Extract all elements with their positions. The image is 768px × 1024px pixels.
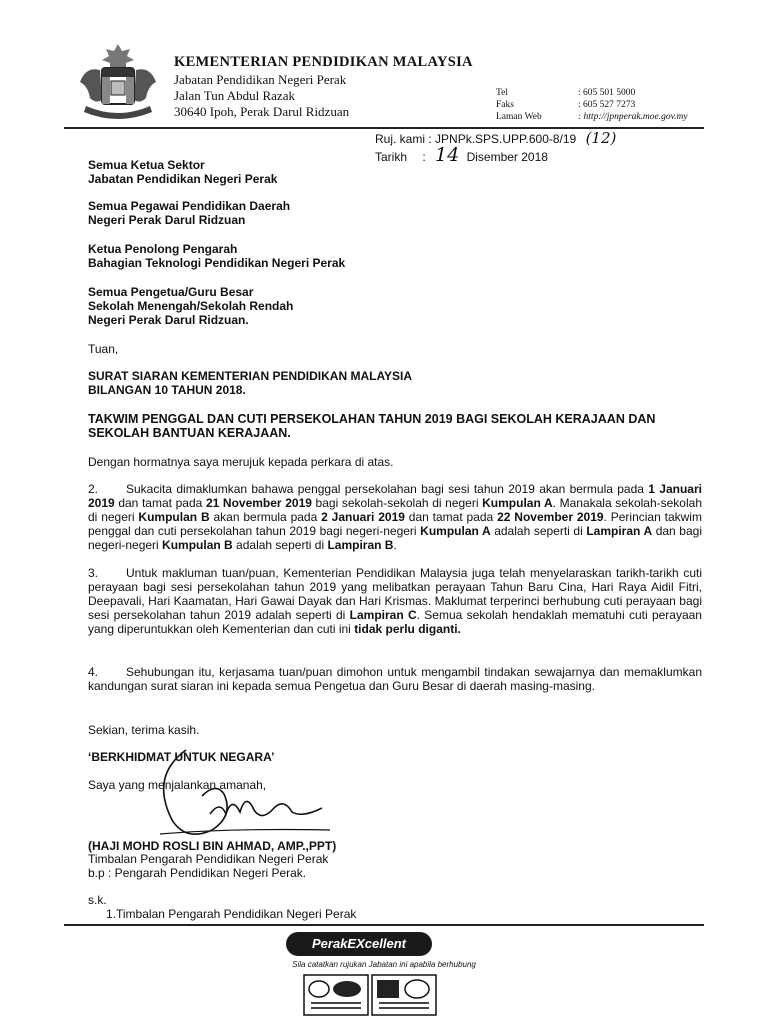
emphasis-text: Lampiran C (349, 608, 417, 622)
paragraph-number: 3. (88, 566, 99, 580)
body-text: . Perincian takwim penggal dan cuti persekolahan tahun 2019 bagi negeri-negeri (88, 510, 702, 538)
body-text: Sehubungan itu, kerjasama tuan/puan dimohon untuk mengambil tindakan sewajarnya dan memaklumkan kandungan surat siaran ini kepada semua Pengetua dan Guru Besar di daerah masing-masing. (88, 665, 702, 693)
emphasis-text: Kumpulan B (138, 510, 210, 524)
certification-logo-icon (303, 974, 369, 1016)
recipient-line: Semua Ketua Sektor (88, 158, 205, 172)
paragraph-1: Dengan hormatnya saya merujuk kepada perkara di atas. (88, 455, 394, 469)
paragraph-3 (88, 566, 702, 636)
footer-note: Sila catatkan rujukan Jabatan ini apabila berhubung (292, 960, 476, 969)
emphasis-text: 1 Januari 2019 (88, 482, 702, 510)
signer-on-behalf: b.p : Pengarah Pendidikan Negeri Perak. (88, 866, 307, 880)
paragraph-number: 2. (88, 482, 99, 496)
trust-line: Saya yang menjalankan amanah, (88, 778, 267, 792)
fax-label: Faks (496, 100, 514, 110)
logo-text: PerakEXcellent (312, 936, 406, 951)
body-text: Untuk makluman tuan/puan, Kementerian Pendidikan Malaysia juga telah menyelaraskan tarikh-tarikh cuti perayaan bagi sesi persekolahan tahun 2019 yang melibatkan perayaan Tahun Baru Cina, Hari Raya Aidil Fitri, Deepavali, Hari Kaamatan, Hari Gawai Dayak dan Hari Krismas. Maklumat terperinci berhubung cuti perayaan bagi sesi persekolahan tahun 2019 adalah seperti di (88, 566, 702, 622)
address-line-2: 30640 Ipoh, Perak Darul Ridzuan (174, 104, 350, 119)
address-line-1: Jalan Tun Abdul Razak (174, 88, 295, 103)
closing-text: Sekian, terima kasih. (88, 723, 200, 737)
recipient-line: Sekolah Menengah/Sekolah Rendah (88, 299, 294, 313)
reference-label: Ruj. kami (375, 132, 426, 146)
emphasis-text: tidak perlu diganti. (354, 622, 461, 636)
footer-divider (64, 924, 704, 926)
tel-value: : 605 501 5000 (578, 88, 636, 98)
subject-calendar (88, 412, 655, 440)
emphasis-text: Lampiran B (327, 538, 394, 552)
recipient-block-2 (88, 199, 290, 227)
reference-handwritten-number: (12) (585, 129, 617, 147)
paragraph-3-body (88, 566, 702, 636)
subject-line: SURAT SIARAN KEMENTERIAN PENDIDIKAN MALAYSIA (88, 369, 413, 383)
recipient-line: Jabatan Pendidikan Negeri Perak (88, 172, 278, 186)
date-month-year: Disember 2018 (466, 150, 548, 164)
emphasis-text: 21 November 2019 (205, 496, 312, 510)
emphasis-text: Kumpulan A (482, 496, 553, 510)
paragraph-number: 4. (88, 665, 99, 679)
body-text: adalah seperti di (232, 538, 328, 552)
signer-name: (HAJI MOHD ROSLI BIN AHMAD, AMP.,PPT) (88, 839, 337, 853)
recipient-line: Bahagian Teknologi Pendidikan Negeri Perak (88, 256, 346, 270)
emphasis-text: Lampiran A (586, 524, 653, 538)
subject-line: SEKOLAH BANTUAN KERAJAAN. (88, 426, 291, 440)
emphasis-text: 22 November 2019 (497, 510, 604, 524)
body-text: . Semua sekolah hendaklah mematuhi cuti perayaan yang diperuntukkan oleh Kementerian dan cuti ini (88, 608, 702, 636)
emphasis-text: Kumpulan B (162, 538, 233, 552)
paragraph-4 (88, 665, 702, 693)
signer-title: Timbalan Pengarah Pendidikan Negeri Perak (88, 852, 329, 866)
signature-icon (150, 742, 340, 852)
recipient-block-4 (88, 285, 293, 327)
emphasis-text: 2 Januari 2019 (321, 510, 405, 524)
recipient-block-1 (88, 158, 277, 186)
body-text: Sukacita dimaklumkan bahawa penggal persekolahan bagi sesi tahun 2019 akan bermula pada (126, 482, 649, 496)
cc-item: 1.Timbalan Pengarah Pendidikan Negeri Perak (106, 907, 357, 921)
fax-value: : 605 527 7273 (578, 100, 636, 110)
motto: ‘BERKHIDMAT UNTUK NEGARA’ (88, 750, 275, 764)
subject-circular (88, 369, 412, 397)
ministry-name: KEMENTERIAN PENDIDIKAN MALAYSIA (174, 54, 473, 70)
subject-line: TAKWIM PENGGAL DAN CUTI PERSEKOLAHAN TAHUN 2019 BAGI SEKOLAH KERAJAAN DAN (88, 412, 656, 426)
body-text: dan bagi negeri-negeri (88, 524, 702, 552)
paragraph-4-body (88, 665, 702, 693)
body-text: adalah seperti di (490, 524, 587, 538)
web-label: Laman Web (496, 112, 542, 122)
recipient-line: Semua Pengetua/Guru Besar (88, 285, 254, 299)
date-label: Tarikh (375, 150, 408, 164)
paragraph-2-body (88, 482, 702, 552)
department-name: Jabatan Pendidikan Negeri Perak (174, 72, 347, 87)
recipient-line: Negeri Perak Darul Ridzuan. (88, 313, 249, 327)
body-text: bagi sekolah-sekolah di negeri (311, 496, 483, 510)
date-handwritten-day: 14 (435, 144, 460, 166)
emphasis-text: Kumpulan A (420, 524, 491, 538)
coat-of-arms-icon (72, 40, 164, 126)
web-value: : http://jpnperak.moe.gov.my (578, 112, 688, 122)
date-colon: : (422, 150, 426, 164)
date-line (375, 144, 548, 166)
cc-label: s.k. (88, 893, 107, 907)
salutation: Tuan, (88, 342, 119, 356)
perak-excellent-logo (286, 932, 432, 956)
recipient-line: Negeri Perak Darul Ridzuan (88, 213, 246, 227)
paragraph-2 (88, 482, 702, 552)
body-text: . (393, 538, 397, 552)
body-text: . Manakala sekolah-sekolah di negeri (88, 496, 702, 524)
body-text: dan tamat pada (114, 496, 206, 510)
reference-value: : JPNPk.SPS.UPP.600-8/19 (428, 132, 577, 146)
body-text: dan tamat pada (404, 510, 498, 524)
body-text: akan bermula pada (209, 510, 322, 524)
tel-label: Tel (496, 88, 508, 98)
recipient-line: Ketua Penolong Pengarah (88, 242, 238, 256)
recipient-line: Semua Pegawai Pendidikan Daerah (88, 199, 291, 213)
recipient-block-3 (88, 242, 345, 270)
subject-line: BILANGAN 10 TAHUN 2018. (88, 383, 246, 397)
certification-logo-icon (371, 974, 437, 1016)
